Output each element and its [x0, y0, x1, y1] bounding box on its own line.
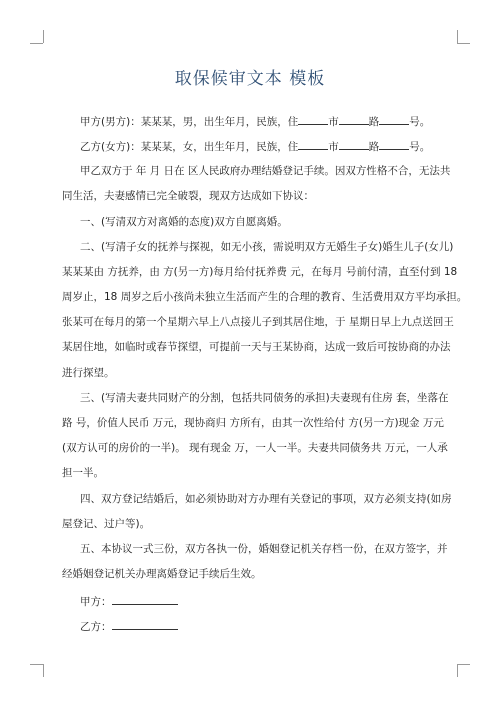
clause-3-line: (双方认可的房价的一半)。 现有现金 万，一人一半。夫妻共同债务共 万元，一人承	[62, 442, 448, 454]
clause-1-line: 一、(写清双方对离婚的态度)双方自愿离婚。	[80, 216, 288, 228]
document-title: 取保候审文本 模板	[174, 69, 326, 89]
clause-5-line: 五、本协议一式三份，双方各执一份，婚姻登记机关存档一份，在双方签字，并	[80, 543, 448, 555]
clause-2-line: 张某可在每月的第一个星期六早上八点接儿子到其居住地，于 星期日早上九点送回王	[62, 316, 454, 328]
clause-3-line: 担一半。	[62, 467, 104, 479]
party-a-number-label: 号。	[409, 116, 431, 128]
party-a-road-label: 路	[368, 116, 380, 128]
signature-b-field	[112, 619, 178, 630]
intro-line: 甲乙双方于 年 月 日在 区人民政府办理结婚登记手续。因双方性格不合，无法共	[80, 165, 451, 177]
party-a-line	[80, 114, 460, 129]
party-b-city-label: 市	[328, 141, 339, 153]
signature-a-line	[80, 594, 460, 609]
party-a-city-label: 市	[328, 116, 339, 128]
party-b-road-label: 路	[368, 141, 380, 153]
clause-5-line: 经婚姻登记机关办理离婚登记手续后生效。	[62, 568, 262, 580]
clause-3-line: 路 号，价值人民币 万元，现协商归 方所有，由其一次性给付 方(另一方)现金 万元	[62, 417, 444, 429]
blank-field	[379, 114, 409, 125]
blank-field	[339, 139, 369, 150]
clause-2-line: 进行探望。	[62, 367, 115, 379]
party-b-text: 乙方(女方)：某某某，女，出生年月，民族，住	[80, 141, 299, 153]
clause-3-line: 三、(写清夫妻共同财产的分割，包括共同债务的承担)夫妻现有住房 套，坐落在	[80, 392, 449, 404]
clause-2-line: 周岁止，18 周岁之后小孩尚未独立生活而产生的合理的教育、生活费用双方平均承担。	[62, 291, 468, 303]
clause-4-line: 四、双方登记结婚后，如必须协助对方办理有关登记的事项，双方必须支持(如房	[80, 493, 452, 505]
blank-field	[339, 114, 369, 125]
intro-line: 同生活，夫妻感情已完全破裂，现双方达成如下协议：	[62, 190, 314, 202]
blank-field	[379, 139, 409, 150]
signature-b-line	[80, 619, 460, 634]
clause-2-line: 某某某由 方抚养，由 方(另一方)每月给付抚养费 元，在每月 号前付清，直至付到 18	[62, 266, 458, 278]
blank-field	[298, 139, 328, 150]
signature-b-label: 乙方：	[80, 621, 112, 633]
clause-2-line: 二、(写清子女的抚养与探视，如无小孩，需说明双方无婚生子女)婚生儿子(女儿)	[80, 241, 454, 253]
blank-field	[298, 114, 328, 125]
party-b-number-label: 号。	[409, 141, 431, 153]
clause-2-line: 某居住地，如临时或春节探望，可提前一天与王某协商，达成一致后可按协商的办法	[62, 341, 451, 353]
clause-4-line: 屋登记、过户等)。	[62, 518, 151, 530]
signature-a-field	[112, 594, 178, 605]
signature-a-label: 甲方：	[80, 596, 112, 608]
party-a-text: 甲方(男方)：某某某，男，出生年月，民族，住	[80, 116, 299, 128]
party-b-line	[80, 139, 460, 154]
